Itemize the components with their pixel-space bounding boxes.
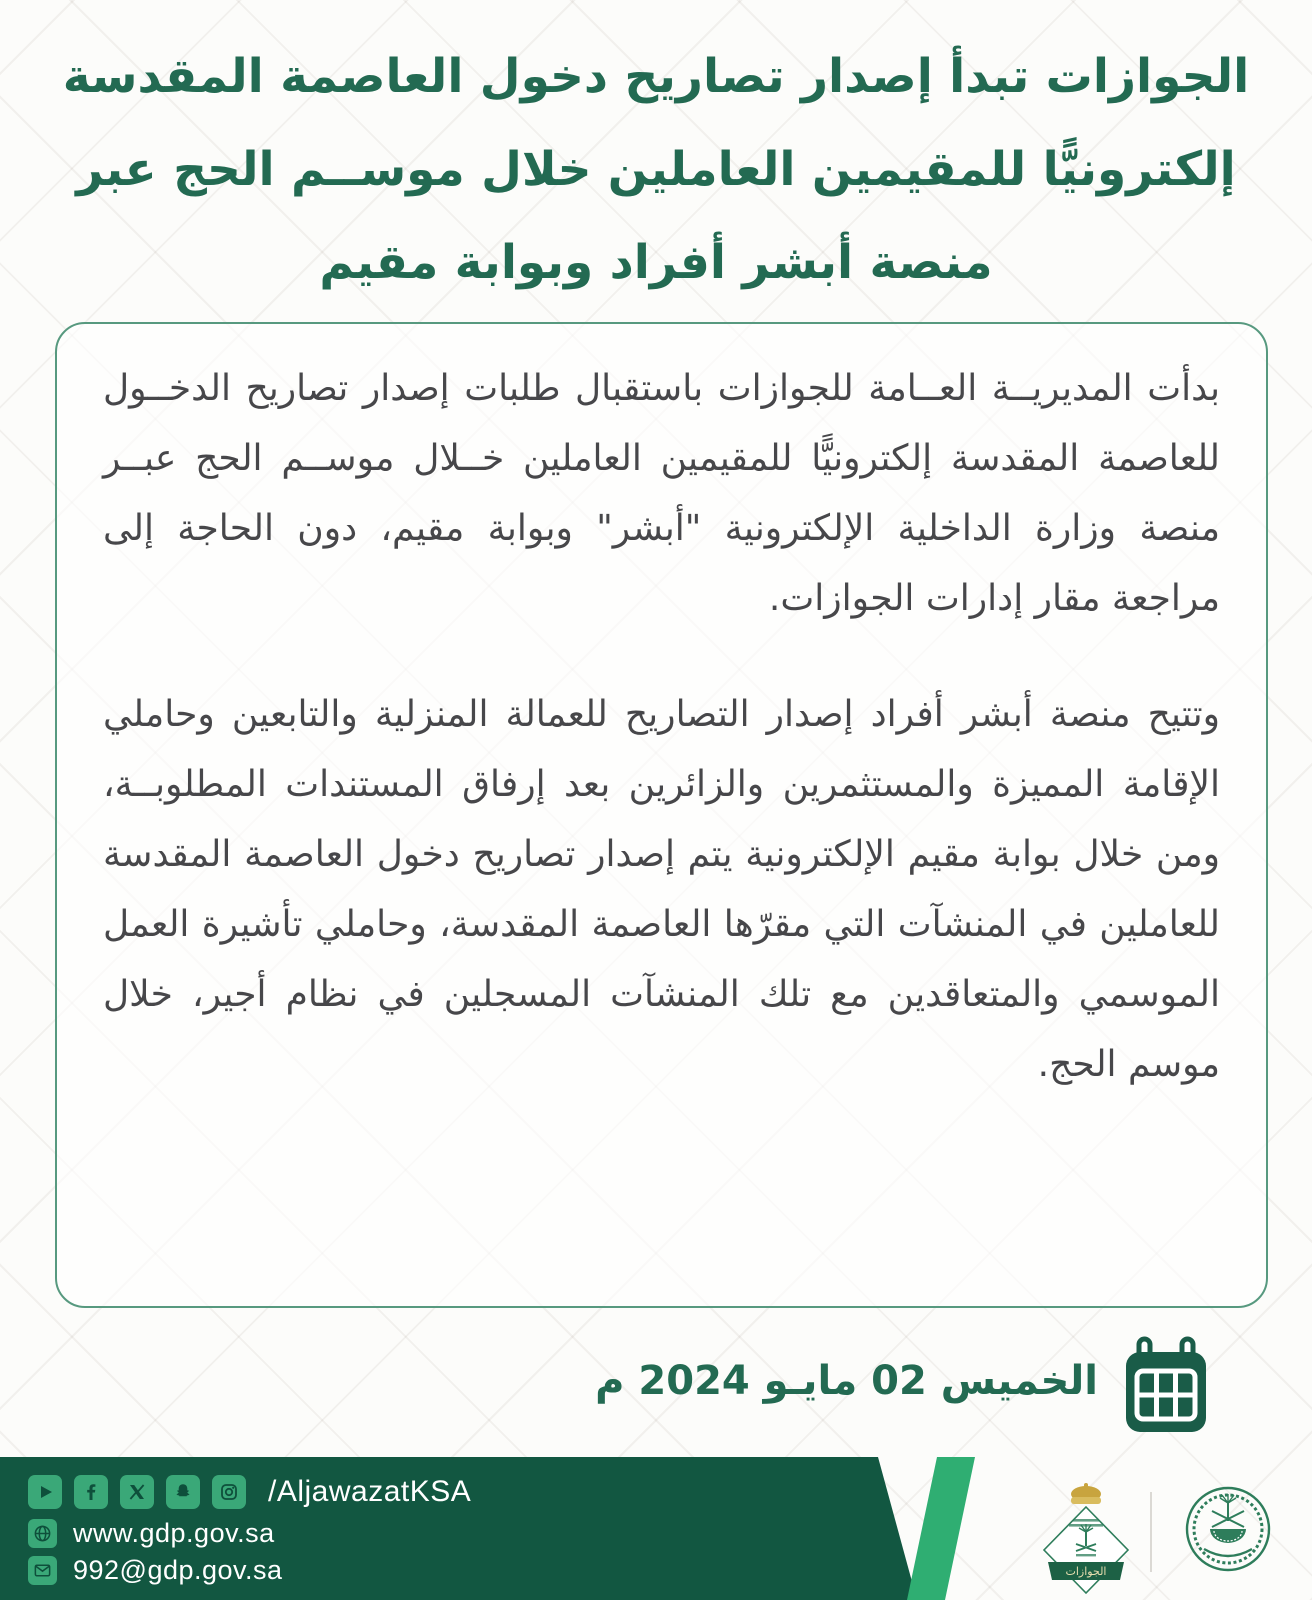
ministry-of-interior-logo (1184, 1485, 1272, 1573)
email-link[interactable]: 992@gdp.gov.sa (73, 1555, 283, 1585)
announcement-card (55, 322, 1268, 1308)
page-title (0, 30, 1312, 309)
envelope-icon[interactable] (28, 1556, 57, 1585)
x-icon[interactable] (120, 1475, 154, 1509)
calendar-icon (1124, 1336, 1208, 1436)
page-title-line-1: الجوازات تبدأ إصدار تصاريح دخول العاصمة المقدسة (62, 49, 1250, 104)
footer (0, 1457, 1312, 1600)
website-row (28, 1518, 275, 1549)
social-links-row (28, 1475, 471, 1509)
jawazat-banner-label: الجوازات (1065, 1565, 1107, 1578)
logo-divider (1150, 1492, 1152, 1572)
publish-date: الخميس 02 مايـو 2024 م (595, 1358, 1098, 1404)
page-title-line-3: منصة أبشر أفراد وبوابة مقيم (319, 235, 993, 290)
youtube-icon[interactable] (28, 1475, 62, 1509)
jawazat-logo (1040, 1482, 1132, 1596)
announcement-paragraph-2: وتتيح منصة أبشر أفراد إصدار التصاريح للعمالة المنزلية والتابعين وحاملي الإقامة المميزة والمستثمرين والزائرين بعد إرفاق المستندات المطلوبــة، ومن خلال بوابة مقيم الإلكترونية يتم إصدار تصاريح دخول العاصمة المقدسة للعاملين في المنشآت التي مقرّها العاصمة المقدسة، وحاملي تأشيرة العمل الموسمي والمتعاقدين مع تلك المنشآت المسجلين في نظام أجير، خلال موسم الحج. (103, 694, 1220, 1085)
announcement-paragraph-1: بدأت المديريــة العــامة للجوازات باستقبال طلبات إصدار تصاريح الدخــول للعاصمة المقدسة إلكترونيًّا للمقيمين العاملين خــلال موســم الحج عبــر منصة وزارة الداخلية الإلكترونية "أبشر" وبوابة مقيم، دون الحاجة إلى مراجعة مقار إدارات الجوازات. (103, 368, 1220, 619)
snapchat-icon[interactable] (166, 1475, 200, 1509)
instagram-icon[interactable] (212, 1475, 246, 1509)
email-row (28, 1555, 283, 1586)
website-link[interactable]: www.gdp.gov.sa (73, 1518, 275, 1548)
social-handle[interactable]: /AljawazatKSA (268, 1475, 472, 1508)
globe-icon[interactable] (28, 1519, 57, 1548)
facebook-icon[interactable] (74, 1475, 108, 1509)
page-title-line-2: إلكترونيًّا للمقيمين العاملين خلال موســم الحج عبر (76, 142, 1236, 197)
